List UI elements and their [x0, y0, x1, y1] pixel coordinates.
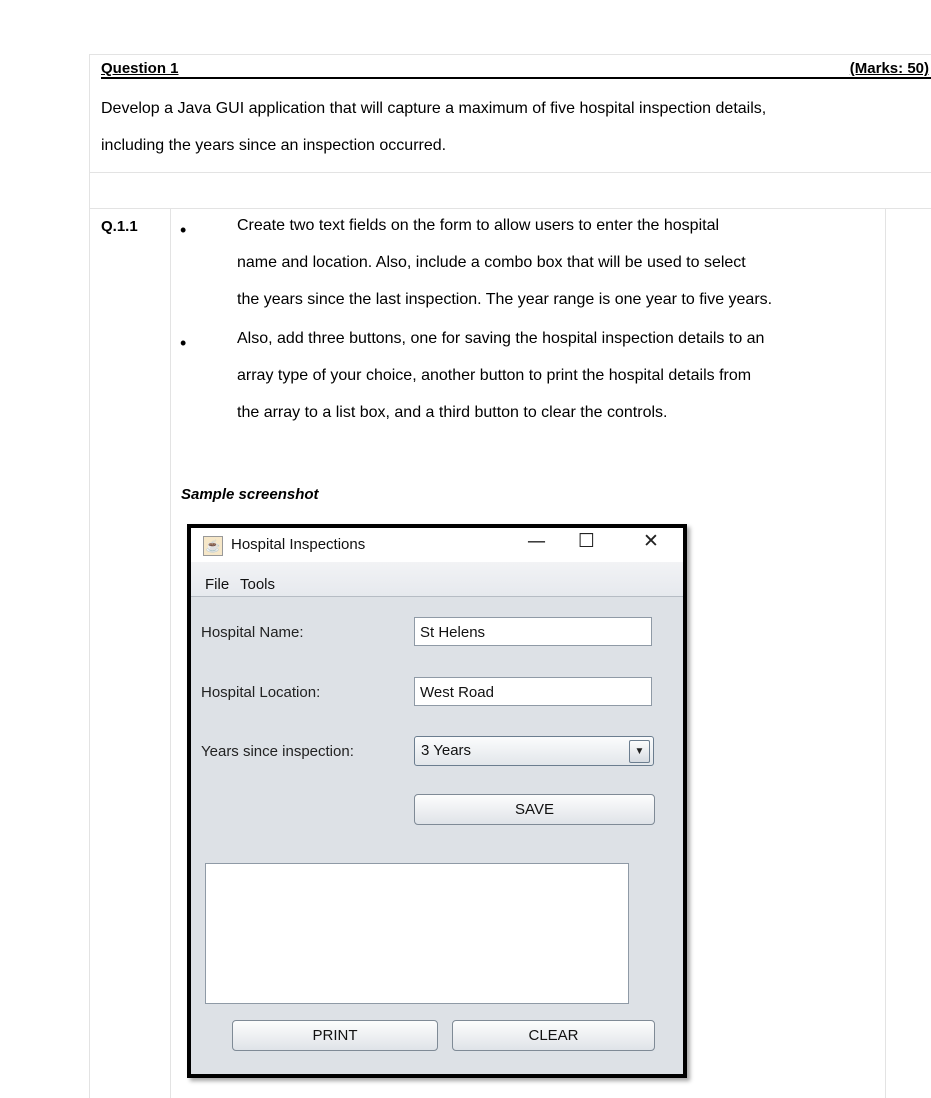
hospital-name-field[interactable]: St Helens	[414, 617, 652, 646]
menu-tools[interactable]: Tools	[240, 576, 276, 593]
menu-file[interactable]: File	[205, 576, 230, 593]
window-titlebar	[191, 528, 683, 562]
table-rule-mid-2	[89, 208, 931, 209]
hospital-location-field[interactable]: West Road	[414, 677, 652, 706]
years-label: Years since inspection:	[201, 743, 354, 760]
maximize-icon[interactable]: ☐	[578, 530, 596, 552]
intro-line-2: including the years since an inspection occurred.	[101, 137, 447, 154]
minimize-icon[interactable]: —	[527, 530, 546, 552]
hospital-name-label: Hospital Name:	[201, 624, 304, 641]
print-button[interactable]: PRINT	[232, 1020, 438, 1051]
java-cup-icon: ☕	[203, 536, 223, 556]
bullet-2-icon: •	[180, 333, 187, 353]
table-rule-col-2	[885, 208, 886, 1098]
save-button[interactable]: SAVE	[414, 794, 655, 825]
chevron-down-icon[interactable]: ▼	[629, 740, 650, 763]
window-title: Hospital Inspections	[231, 536, 366, 553]
bullet-1-line-1: Create two text fields on the form to allow users to enter the hospital	[237, 217, 720, 234]
bullet-2-line-3: the array to a list box, and a third button to clear the controls.	[237, 404, 668, 421]
question-marks: (Marks: 50)	[849, 60, 929, 77]
bullet-1-line-2: name and location. Also, include a combo box that will be used to select	[237, 254, 746, 271]
years-combo-box[interactable]	[414, 736, 654, 766]
bullet-1-icon: •	[180, 220, 187, 240]
table-rule-col-1	[170, 208, 171, 1098]
close-icon[interactable]: ✕	[643, 530, 659, 552]
hospital-list-box[interactable]	[205, 863, 629, 1004]
question-title: Question 1	[101, 60, 179, 77]
question-underline	[101, 77, 931, 79]
intro-line-1: Develop a Java GUI application that will capture a maximum of five hospital inspection details,	[101, 100, 767, 117]
subquestion-label: Q.1.1	[101, 218, 138, 235]
table-rule-mid-1	[89, 172, 931, 173]
years-selected-value: 3 Years	[421, 742, 472, 759]
sample-window	[187, 524, 687, 1078]
sample-caption: Sample screenshot	[181, 486, 319, 503]
bullet-2-line-2: array type of your choice, another button to print the hospital details from	[237, 367, 752, 384]
clear-button[interactable]: CLEAR	[452, 1020, 655, 1051]
bullet-1-line-3: the years since the last inspection. The year range is one year to five years.	[237, 291, 773, 308]
bullet-2-line-1: Also, add three buttons, one for saving the hospital inspection details to an	[237, 330, 765, 347]
table-rule-left	[89, 54, 90, 1098]
hospital-location-label: Hospital Location:	[201, 684, 321, 701]
table-rule-top	[89, 54, 931, 55]
